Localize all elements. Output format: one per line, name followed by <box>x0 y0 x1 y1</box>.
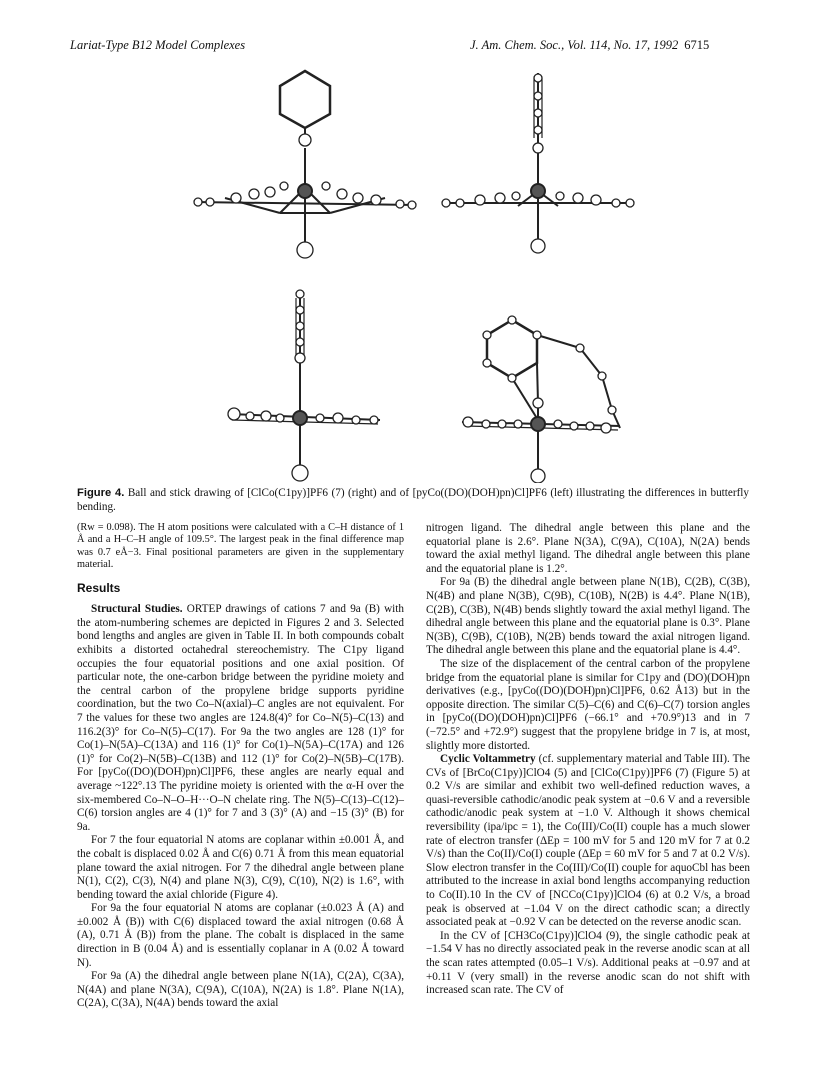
left-column <box>77 522 404 1011</box>
paragraph-continued: nitrogen ligand. The dihedral angle between this plane and the equatorial plane is 2.6°. Plane N(3A), C(9A), C(10A), N(2A) bends toward the axial methyl ligand. The dihedral angle between this plane and the equatorial plane is 1.2°. <box>426 522 750 575</box>
page-number: 6715 <box>684 38 710 52</box>
paragraph-9a-b-dihedral: For 9a (B) the dihedral angle between plane N(1B), C(2B), C(3B), N(4B) and plane N(3B), C(9B), C(10B), N(2B) is 4.4°. Plane N(1B), C(2B), C(3B), N(4B) bends slightly toward the axial methyl ligand. The dihedral angle between this plane and the equatorial plane is 0.3°. Plane N(3B), C(9B), C(10B), N(2B) bends toward the axial nitrogen ligand. The dihedral angle between this plane and the equatorial plane is 4.4°. <box>426 576 750 657</box>
molecule-top-left <box>194 71 416 258</box>
voltammetry-text: (cf. supplementary material and Table III). The CVs of [BrCo(C1py)]ClO4 (5) and [ClCo(C1py)]PF6 (7) (Figure 5) at 0.2 V/s are similar and exhibit two well-defined reduction waves, a quasi-reversible cathodic/anodic peak system at −0.6 V and a reversible cathodic/anodic peak system at −1.0 V. Although it shows chemical reversibility (ipa/ipc = 1), the Co(III)/Co(II) couple has a much slower rate of electron transfer (ΔEp = 100 mV for 5 and 120 mV for 7 at 0.2 V/s) than the Co(II)/Co(I) couple (ΔEp = 60 mV for 5 and 7 at 0.2 V/s). Slow electron transfer in the Co(III)/Co(II) couple for aquoCbl has been attributed to the increase in axial bond lengths accompanying reduction to Co(II).10 In the CV of [NCCo(C1py)]ClO4 (6) at 0.2 V/s, a broad peak is observed at −1.04 V on the direct cathodic scan; a directly associated peak at −0.92 V can be detected on the reverse anodic scan. <box>426 753 750 929</box>
section-heading-results: Results <box>77 580 121 595</box>
structural-studies-text: ORTEP drawings of cations 7 and 9a (B) with the atom-numbering schemes are depicted in Figures 2 and 3. Selected bond lengths and angles are given in Table II. In both compounds cobalt exhibits a distorted octahedral stereochemistry. The C1py ligand occupies the four equatorial positions and one axial position. Of particular note, the one-carbon bridge between the pyridine moiety and the central carbon of the propylene bridge supports pyridine coordination, but the two Co–N(axial)–C angles are not equivalent. For 7 the values for these two angles are 124.8(4)° for Co–N(5)–C(13) and 116.2(3)° for Co–N(5)–C(17). For 9a the two angles are 128 (1)° for Co(1)–N(5A)–C(13A) and 116 (1)° for Co(1)–N(5A)–C(17A) and 126 (1)° for Co(2)–N(5B)–C(13B) and 112 (1)° for Co(2)–N(5B)–C(17B). For [pyCo((DO)(DOH)pn)Cl]PF6, these angles are nearly equal and average ~122°.13 The pyridine moiety is oriented with the α-H over the six-membered Co–N–O–H···O–N chelate ring. The N(5)–C(13)–C(12)–C(6) torsion angles are 4 (1)° for 7 and 3 (3)° (A) and −15 (3)° (B) for 9a. <box>77 603 404 833</box>
paragraph-9a-planes: For 9a the four equatorial N atoms are coplanar (±0.023 Å (A) and ±0.002 Å (B)) with C(6) displaced toward the axial nitrogen (0.68 Å (A), 0.71 Å (B)) from the plane. The cobalt is displaced in the same direction in B (0.04 Å) and is essentially coplanar in A (0.02 Å toward N). <box>77 902 404 969</box>
figure-label: Figure 4. <box>77 487 125 499</box>
molecule-top-right <box>442 73 634 253</box>
paragraph-7-planes: For 7 the four equatorial N atoms are coplanar within ±0.001 Å, and the cobalt is displaced 0.02 Å and C(6) 0.71 Å from this mean equatorial plane toward the axial nitrogen. For 7 the dihedral angle between plane N(1), C(2), C(3), N(4) and plane N(3), C(9), C(10), N(2) is 1.6°, with bending toward the axial chloride (Figure 4). <box>77 834 404 901</box>
paragraph-9a-a-dihedral: For 9a (A) the dihedral angle between plane N(1A), C(2A), C(3A), N(4A) and plane N(3A), C(9A), C(10A), N(2A) is 1.8°. Plane N(1A), C(2A), C(3A), N(4A) bends toward the axial <box>77 970 404 1010</box>
figure-caption-text: Ball and stick drawing of [ClCo(C1py)]PF6 (7) (right) and of [pyCo((DO)(DOH)pn)Cl]PF6 (left) illustrating the differences in butterfly bending. <box>77 487 750 513</box>
paragraph-structural-studies <box>77 603 404 834</box>
molecule-bottom-left <box>228 290 380 481</box>
paragraph-methyl-cv: In the CV of [CH3Co(C1py)]ClO4 (9), the single cathodic peak at −1.54 V has no directly associated peak in the reverse anodic scan at all the scan rates attempted (0.05–1 V/s). Additional peaks at −0.97 and at +0.11 V (very small) in the reverse anodic scan do not shift with increased scan rate. The CV of <box>426 929 750 997</box>
molecule-bottom-right <box>462 316 620 483</box>
journal-citation: J. Am. Chem. Soc., Vol. 114, No. 17, 1992 <box>470 38 679 52</box>
figure-caption <box>77 487 749 514</box>
running-header-title: Lariat-Type B12 Model Complexes <box>70 38 246 52</box>
paragraph-displacement: The size of the displacement of the central carbon of the propylene bridge from the equatorial plane is similar for C1py and (DO)(DOH)pn derivatives (e.g., [pyCo((DO)(DOH)pn)Cl]PF6, 0.62 Å13) but in the opposite direction. The similar C(5)–C(6) and C(6)–C(7) torsion angles in [pyCo((DO)(DOH)pn)Cl]PF6 (−66.1° and +70.9°)13 and in 7 (−72.5° and +72.9°) suggest that the propylene bridge in 7 is, at most, slightly more distorted. <box>426 657 750 752</box>
figure-4-ball-and-stick-drawings <box>150 58 680 483</box>
paragraph-cyclic-voltammetry <box>426 753 750 930</box>
run-in-heading-structural: Structural Studies. <box>91 603 183 616</box>
experimental-paragraph-end: (Rw = 0.098). The H atom positions were calculated with a C–H distance of 1 Å and a H–C–H angle of 109.5°. The largest peak in the final difference map was 0.7 eÅ−3. Final positional parameters are given in the supplementary material. <box>77 522 404 571</box>
run-in-heading-voltammetry: Cyclic Voltammetry <box>440 753 536 766</box>
running-header-journal <box>470 38 709 53</box>
right-column <box>426 522 750 998</box>
